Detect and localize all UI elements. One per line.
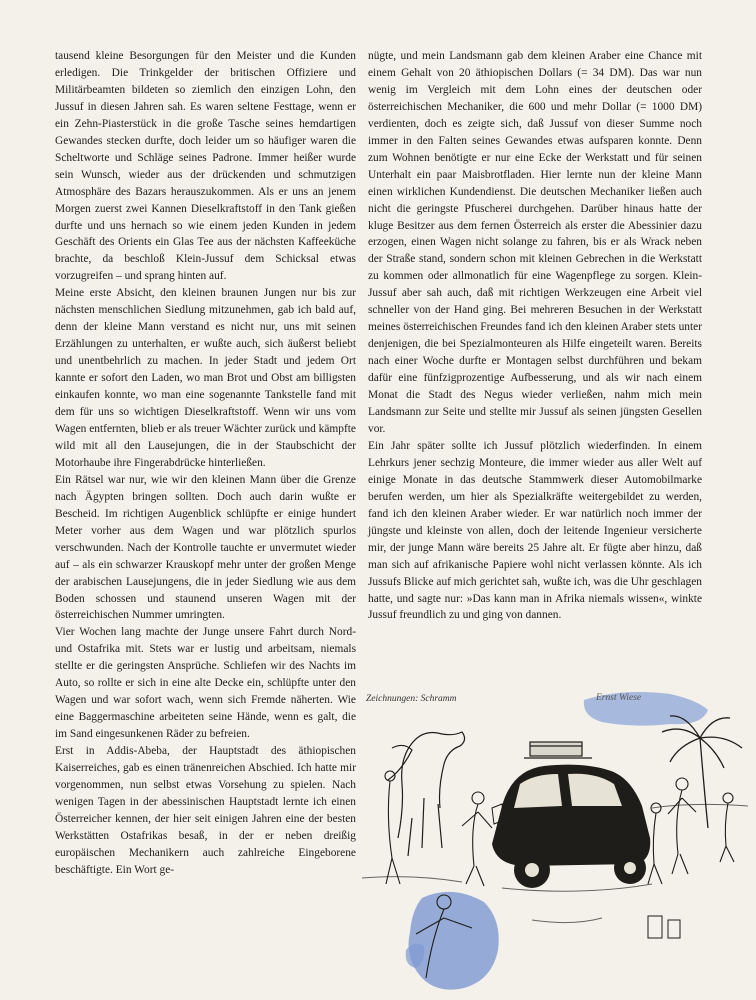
car-with-crowd-illustration (352, 688, 756, 1000)
paragraph: Meine erste Absicht, den kleinen braunen Jungen nur bis zur nächsten menschlichen Siedlung mitzunehmen, gab ich bald auf, denn der kleine Mann verstand es nicht nur, uns mit seinen Erzählungen zu unterhalten, er wußte auch, sich äußerst beliebt und unentbehrlich zu machen. In jeder Stadt und jedem Ort kannte er sofort den Laden, wo man Brot und Obst am billigsten einkaufen konnte, wo man eine sogenannte Tankstelle fand mit dem für uns so wichtigen Dieselkraftstoff. Wenn wir uns vom Wagen entfernten, blieb er als treuer Wächter zurück und kämpfte wild mit all den Lausejungen, die in der Staubschicht der Motorhaube ihre Fingerabdrücke hinterließen. (55, 287, 356, 469)
paragraph: tausend kleine Besorgungen für den Meister und die Kunden erledigen. Die Trinkgelder der britischen Offiziere und Militärbeamten bildeten so ziemlich den einzigen Lohn, den Jussuf in diesen Jahren sah. Es waren seltene Festtage, wenn er ein Zehn-Piasterstück in die große Tasche seines hemdartigen Gewandes stecken durfte, doch leider um so häufiger waren die Scheltworte und Schläge seines Padrone. Immer heißer wurde sein Wunsch, wieder aus der drückenden und schmutzigen Atmosphäre des Bazars herauszukommen. Als er uns an jenem Morgen zuerst zwei Kannen Dieselkraftstoff in den Tank gießen durfte und uns hernach so wie einem jeden Kunden in jedem Geschäft des Orients ein Glas Tee aus der nächsten Kaffeeküche brachte, da beschloß Klein-Jussuf dem Schicksal etwas vorzugreifen – und sprang hinten auf. (55, 50, 356, 283)
paragraph: Ein Jahr später sollte ich Jussuf plötzlich wiederfinden. In einem Lehrkurs jener sechzig Monteure, die immer wieder aus aller Welt auf einige Monate in das deutsche Stammwerk dieser Automobilmarke berufen werden, um hier als Spezialkräfte weitergebildet zu werden, fand ich den kleinen Araber wieder. Er war natürlich noch immer der jüngste und kleinste von allen, doch der leitende Ingenieur versicherte mir, der junge Mann wäre bereits 25 Jahre alt. Er fügte aber hinzu, daß man sich auf afrikanische Papiere wohl nicht verlassen könnte. Als ich Jussufs Blicke auf mich gerichtet sah, wußte ich, was die Uhr geschlagen hatte, und sagte nur: »Das kann man in Afrika niemals wissen«, winkte Jussuf freundlich zu und ging von dannen. (368, 439, 702, 622)
article-right-column (368, 48, 702, 624)
illustration-credit: Zeichnungen: Schramm (366, 694, 457, 704)
author-signature: Ernst Wiese (596, 693, 642, 703)
paragraph: Vier Wochen lang machte der Junge unsere Fahrt durch Nord- und Ostafrika mit. Stets war er lustig und arbeitsam, niemals stellte er die geringsten Ansprüche. Schliefen wir des Nachts im Auto, so rollte er sich in eine alte Decke ein, schlüpfte unter den Wagen und war sofort wach, wenn sich Fremde näherten. Wie eine Baggermaschine arbeiteten seine Hände, wenn es galt, die im Sand eingesunkenen Räder zu befreien. (55, 626, 356, 741)
article-left-column (55, 48, 356, 879)
paragraph: Ein Rätsel war nur, wie wir den kleinen Mann über die Grenze nach Ägypten bringen sollten. Doch auch darin wußte er Bescheid. Im richtigen Augenblick schlüpfte er einige hundert Meter vorher aus dem Wagen und war plötzlich spurlos verschwunden. Nach der Kontrolle tauchte er unvermutet wieder auf – als ein schwarzer Krauskopf mehr unter der großen Menge der arabischen Lausejungens, die in jeder Siedlung wie aus dem Boden schossen und staunend unseren Wagen mit der österreichischen Nummer umringten. (55, 473, 356, 622)
paragraph: nügte, und mein Landsmann gab dem kleinen Araber eine Chance mit einem Gehalt von 20 äthiopischen Dollars (= 34 DM). Das war nun wenig im Vergleich mit dem Lohn eines der deutschen oder österreichischen Mechaniker, die 600 und mehr Dollar (= 1000 DM) verdienten, doch es zeigte sich, daß Jussuf von dieser Summe noch immer in den Falten seines Gewandes etwas aufsparen konnte. Denn zum Wohnen benötigte er nur eine Ecke der Werkstatt und für seinen Unterhalt ein paar Maisbrotfladen. Hier lernte nun der kleine Mann einen wirklichen Kundendienst. Die deutschen Mechaniker ließen auch nicht die geringste Pfuscherei durchgehen. Darüber hinaus hatte der kluge Besitzer aus dem fernen Österreich als erster die Abessinier dazu erzogen, einen Wagen nicht solange zu fahren, bis er als Wrack neben der Straße stand, sondern schon mit kleinen Gebrechen in die Werkstatt zu kommen oder allmonatlich für eine Wagenpflege zu sorgen. Klein-Jussuf aber sah auch, daß mit richtigen Werkzeugen eine Arbeit viel schneller von der Hand ging. Bei mehreren Besuchen in der Werkstatt meines österreichischen Freundes fand ich den kleinen Araber stets unter denjenigen, die bei Spezialmonteuren als Hilfe eingeteilt waren. Bereits nach einer Woche durfte er Montagen selbst durchführen und bekam dafür eine fünfzigprozentige Aufbesserung, und als wir nach einem Monat die Stadt des Negus wieder verließen, nahm mich mein Landsmann zur Seite und stellte mir Jussuf als seinen jüngsten Gesellen vor. (368, 50, 702, 435)
paragraph: Erst in Addis-Abeba, der Hauptstadt des äthiopischen Kaiserreiches, gab es einen tränenreichen Abschied. Ich hatte mir vorgenommen, nun selbst etwas Vorsehung zu spielen. Nach wenigen Tagen in der abessinischen Hauptstadt lernte ich einen Österreicher kennen, der hier seit einigen Jahren eine der besten Werkstätten Ostafrikas besaß, in der er neben dreißig europäischen Mechanikern auch zahlreiche Eingeborene beschäftigte. Ein Wort ge- (55, 745, 356, 876)
